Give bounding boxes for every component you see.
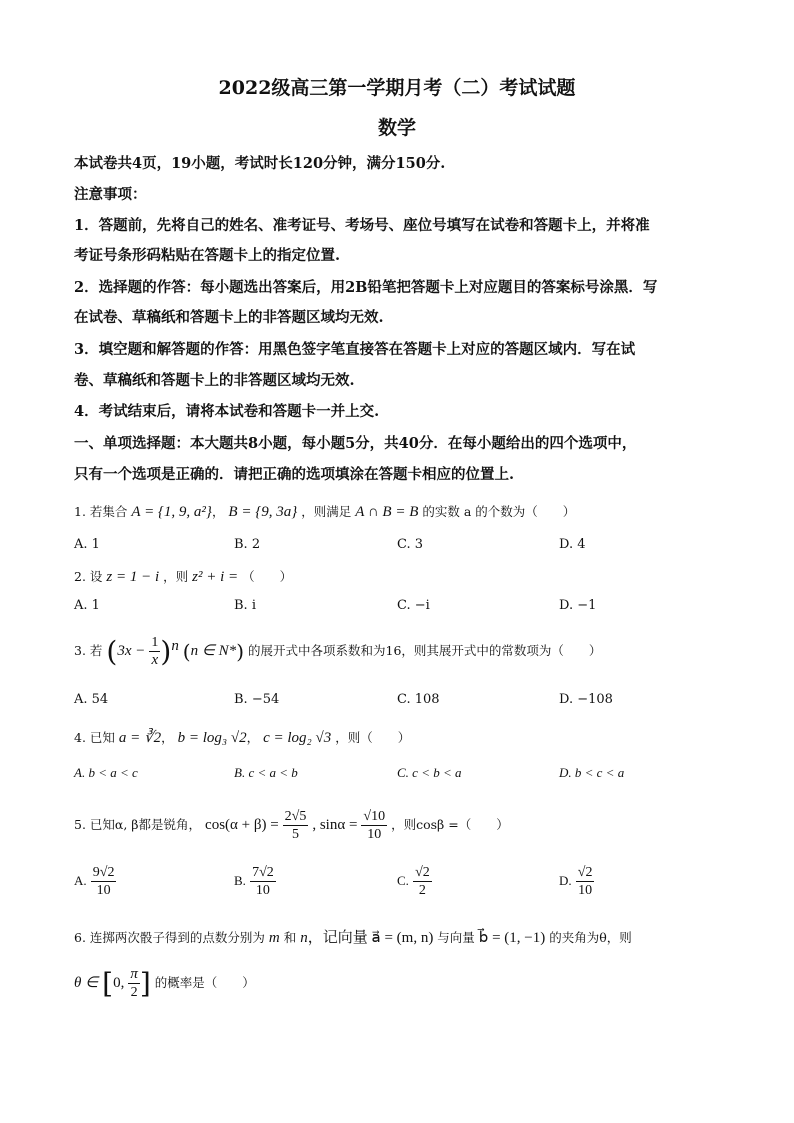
option-fraction xyxy=(576,864,595,899)
question-number: 6. xyxy=(74,930,86,945)
notice-3-line2: 卷、草稿纸和答题卡上的非答题区域均无效. xyxy=(74,372,355,389)
q3-option-a: A. 54 xyxy=(74,692,109,707)
notice-2-line2: 在试卷、草稿纸和答题卡上的非答题区域均无效. xyxy=(74,309,384,326)
question-number: 3. xyxy=(74,643,86,658)
question-text: ，则 xyxy=(163,569,189,584)
set-b: B = {9, 3a} xyxy=(228,504,298,520)
option-fraction xyxy=(413,864,432,899)
fraction xyxy=(149,634,160,669)
a-definition: a = ∛2 xyxy=(118,730,162,746)
q2-option-c: C. −i xyxy=(397,598,430,613)
question-6-line2 xyxy=(74,966,255,1001)
c-definition: c = log₂ √3 xyxy=(263,730,332,746)
q1-option-b: B. 2 xyxy=(234,537,261,552)
fraction-denominator: 2 xyxy=(418,883,426,898)
option-label: B. xyxy=(234,873,246,888)
question-text: 的实数 a 的个数为（ ） xyxy=(422,504,576,519)
question-number: 2. xyxy=(74,569,86,584)
interval-left: 0, xyxy=(113,975,125,991)
notice-2-line1: 2．选择题的作答：每小题选出答案后，用2B铅笔把答题卡上对应题目的答案标号涂黑．写 xyxy=(74,279,658,296)
option-label: C. xyxy=(397,873,409,888)
right-paren: ) xyxy=(160,635,172,668)
q2-option-b: B. i xyxy=(234,598,256,613)
var-n: n xyxy=(300,930,308,946)
option-label: A. xyxy=(74,873,87,888)
exponent: n xyxy=(171,637,179,654)
n-condition: n ∈ N* xyxy=(190,643,237,659)
cos-fraction xyxy=(283,808,309,843)
interval-left-bracket: [ xyxy=(102,967,114,1000)
q4-option-c: C. c < b < a xyxy=(397,765,462,780)
q2-option-a: A. 1 xyxy=(74,598,100,613)
notice-1-line2: 考证号条形码粘贴在答题卡上的指定位置. xyxy=(74,247,341,264)
fraction-numerator: 9√2 xyxy=(92,865,115,880)
question-2 xyxy=(74,567,292,586)
q2-option-d: D. −1 xyxy=(559,598,597,613)
question-4: 4. 已知 a = ∛2， b = log₃ √2， c = log₂ √3 ，则（ ） xyxy=(74,730,411,746)
notice-heading: 注意事项： xyxy=(74,186,147,203)
fraction-numerator: √10 xyxy=(363,809,386,824)
fraction-denominator: 10 xyxy=(96,883,111,898)
question-6-line1 xyxy=(74,926,632,947)
condition: A ∩ B = B xyxy=(355,504,419,520)
q5-option-b xyxy=(234,864,276,899)
cond-right-paren: ) xyxy=(236,639,244,664)
fraction-numerator: 1 xyxy=(151,635,159,650)
expression: z² + i = xyxy=(192,569,239,585)
notice-3-line1: 3．填空题和解答题的作答：用黑色签字笔直接答在答题卡上对应的答题区域内．写在试 xyxy=(74,341,636,358)
question-text: 若 xyxy=(89,643,103,658)
sin-fraction xyxy=(361,808,387,843)
question-text: ，则满足 xyxy=(301,504,352,519)
left-paren: ( xyxy=(106,635,118,668)
question-text: 连掷两次骰子得到的点数分别为 xyxy=(89,930,265,945)
q3-option-b: B. −54 xyxy=(234,692,280,707)
b-definition: b = log₃ √2 xyxy=(177,730,247,746)
fraction-numerator: π xyxy=(130,966,138,982)
cond-left-paren: ( xyxy=(182,639,191,664)
question-text: 的夹角为θ，则 xyxy=(549,930,632,945)
cos-expression: cos(α + β) = xyxy=(205,817,279,833)
fraction-denominator: 10 xyxy=(255,883,270,898)
subject-heading: 数学 xyxy=(377,117,416,139)
question-text: ，则（ ） xyxy=(335,730,411,745)
q3-option-d: D. −108 xyxy=(559,692,613,707)
question-text: 的概率是（ ） xyxy=(154,975,255,990)
var-m: m xyxy=(268,930,280,946)
fraction-denominator: 10 xyxy=(367,827,382,842)
question-5 xyxy=(74,808,509,843)
fraction-numerator: 2√5 xyxy=(284,809,307,824)
z-definition: z = 1 − i xyxy=(106,569,160,585)
theta-membership: θ ∈ xyxy=(74,975,99,991)
section-heading-line1: 一、单项选择题：本大题共8小题，每小题5分，共40分．在每小题给出的四个选项中， xyxy=(74,435,637,452)
question-text: ，则cosβ =（ ） xyxy=(391,817,509,832)
fraction-numerator: √2 xyxy=(415,865,430,880)
fraction-numerator: 7√2 xyxy=(252,865,274,880)
q5-option-d xyxy=(559,864,594,899)
fraction-denominator: 2 xyxy=(130,985,138,1000)
q1-option-d: D. 4 xyxy=(559,537,586,552)
question-number: 5. xyxy=(74,817,86,832)
question-1: 1. 若集合 A = {1, 9, a²}， B = {9, 3a} ，则满足 A ∩ B = B 的实数 a 的个数为（ ） xyxy=(74,504,576,520)
fraction-denominator: x xyxy=(151,652,159,668)
vector-a: ，记向量 a⃗ = (m, n) xyxy=(307,930,434,946)
fraction-denominator: 10 xyxy=(578,883,593,898)
notice-1-line1: 1．答题前，先将自己的姓名、准考证号、考场号、座位号填写在试卷和答题卡上，并将准 xyxy=(74,217,650,234)
exam-intro: 本试卷共4页，19小题，考试时长120分钟，满分150分. xyxy=(74,155,446,172)
question-number: 1. xyxy=(74,504,86,519)
q5-option-c xyxy=(397,864,432,899)
exam-title: 2022级高三第一学期月考（二）考试试题 xyxy=(218,77,576,99)
interval-fraction xyxy=(128,966,140,1001)
set-a: A = {1, 9, a²} xyxy=(131,504,212,520)
option-fraction xyxy=(91,864,117,899)
sin-expression: , sinα = xyxy=(312,817,358,833)
question-text: 和 xyxy=(283,930,297,945)
question-number: 4. xyxy=(74,730,86,745)
question-text: （ ） xyxy=(242,569,293,584)
section-heading-line2: 只有一个选项是正确的．请把正确的选项填涂在答题卡相应的位置上. xyxy=(74,466,515,483)
question-text: 设 xyxy=(89,569,103,584)
q1-option-a: A. 1 xyxy=(74,537,100,552)
option-label: D. xyxy=(559,873,572,888)
option-fraction xyxy=(250,864,276,899)
question-text: 若集合 xyxy=(89,504,128,519)
question-text: 的展开式中各项系数和为16，则其展开式中的常数项为（ ） xyxy=(247,643,602,658)
q5-option-a xyxy=(74,864,116,899)
q3-option-c: C. 108 xyxy=(397,692,440,707)
question-3 xyxy=(74,634,601,669)
question-text: 已知 xyxy=(89,730,115,745)
question-text: 已知α, β都是锐角， xyxy=(89,817,202,832)
interval-right-bracket: ] xyxy=(139,967,151,1000)
q4-option-d: D. b < c < a xyxy=(559,765,625,780)
q1-option-c: C. 3 xyxy=(397,537,424,552)
vector-b: b⃗ = (1, −1) xyxy=(478,930,546,946)
notice-4: 4．考试结束后，请将本试卷和答题卡一并上交. xyxy=(74,403,380,420)
binomial-base: 3x − xyxy=(117,643,146,659)
fraction-numerator: √2 xyxy=(577,865,593,880)
q4-option-a: A. b < a < c xyxy=(74,765,138,780)
q4-option-b: B. c < a < b xyxy=(234,765,298,780)
fraction-denominator: 5 xyxy=(292,827,300,842)
question-text: 与向量 xyxy=(437,930,475,945)
